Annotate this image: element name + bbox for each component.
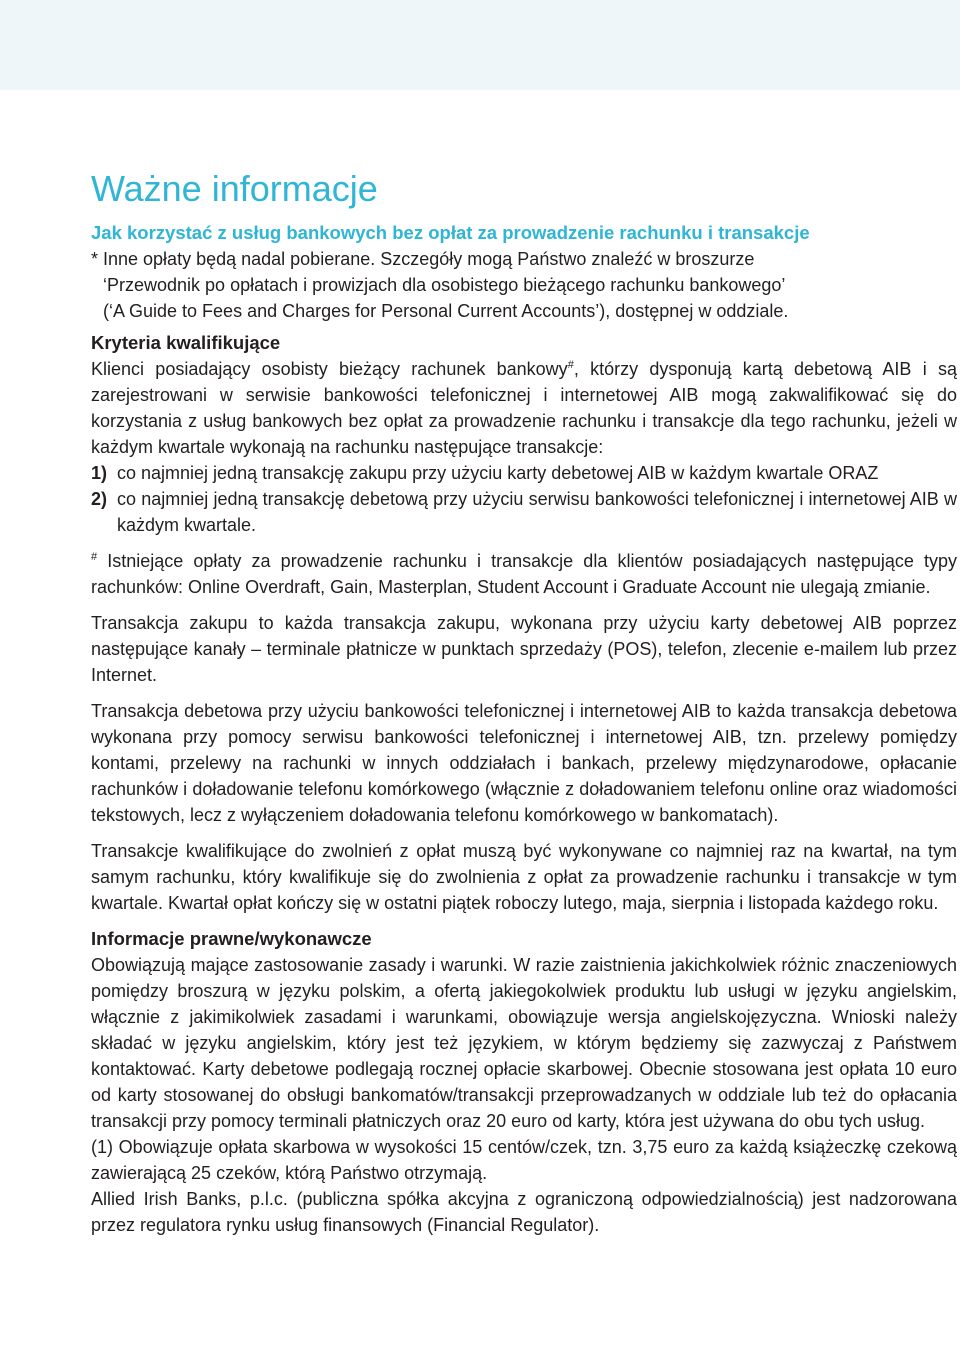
document-page (91, 168, 957, 1238)
criteria-text (91, 356, 957, 460)
debit-paragraph: Transakcja debetowa przy użyciu bankowości telefonicznej i internetowej AIB to każda transakcja debetowa wykonana przy pomocy serwisu bankowości telefonicznej i internetowej AIB, tzn. przelewy pomiędzy kontami, przelewy na rachunki w innych oddziałach i bankach, przelewy międzynarodowe, opłacanie rachunków i doładowanie telefonu komórkowego (włącznie z doładowaniem telefonu online oraz wiadomości tekstowych, lecz z wyłączeniem doładowania telefonu komórkowego w bankomatach). (91, 701, 957, 825)
stamp-duty-text: (1) Obowiązuje opłata skarbowa w wysokości 15 centów/czek, tzn. 3,75 euro za każdą książeczkę czekową zawierającą 25 czeków, którą Państwo otrzymają. (91, 1137, 957, 1183)
criteria-section (91, 330, 957, 538)
criteria-item-2 (91, 486, 957, 538)
intro-line-3: (‘A Guide to Fees and Charges for Personal Current Accounts’), dostępnej w oddziale. (103, 301, 789, 321)
legal-heading: Informacje prawne/wykonawcze (91, 928, 372, 949)
criteria-heading: Kryteria kwalifikujące (91, 332, 281, 353)
criteria-item-1 (91, 460, 957, 486)
footnote-mark: # (91, 551, 98, 563)
top-band (0, 0, 960, 90)
legal-text: Obowiązują mające zastosowanie zasady i warunki. W razie zaistnienia jakichkolwiek różnic znaczeniowych pomiędzy broszurą w języku polskim, a ofertą jakiegokolwiek produktu lub usługi w języku angielskim, włącznie z jakimikolwiek zasadami i warunkami, obowiązuje wersja angielskojęzyczna. Wnioski należy składać w języku angielskim, który jest też językiem, w którym będziemy się zazwyczaj z Państwem kontaktować. Karty debetowe podlegają rocznej opłacie skarbowej. Obecnie stosowana jest opłata 10 euro od karty stosowanej do obsługi bankomatów/transakcji przeprowadzanych w oddziale lub też do opłacania transakcji przy pomocy terminali płatniczych oraz 20 euro od karty, która jest używana do obu tych usług. (91, 955, 957, 1131)
criteria-text-a: Klienci posiadający osobisty bieżący rachunek bankowy (91, 359, 568, 379)
criteria-item-number: 2) (91, 489, 108, 509)
intro-line-2: ‘Przewodnik po opłatach i prowizjach dla osobistego bieżącego rachunku bankowego’ (103, 275, 786, 295)
intro-line-1: * Inne opłaty będą nadal pobierane. Szczegóły mogą Państwo znaleźć w broszurze (91, 249, 755, 269)
footnote-text: Istniejące opłaty za prowadzenie rachunku i transakcje dla klientów posiadających następujące typy rachunków: Online Overdraft, Gain, Masterplan, Student Account i Graduate Account nie ulegają zmianie. (91, 551, 957, 597)
intro-note (91, 246, 957, 324)
regulator-text: Allied Irish Banks, p.l.c. (publiczna spółka akcyjna z ograniczoną odpowiedzialnością) jest nadzorowana przez regulatora rynku usług finansowych (Financial Regulator). (91, 1189, 957, 1235)
page-title: Ważne informacje (91, 168, 378, 209)
criteria-item-text: co najmniej jedną transakcję zakupu przy użyciu karty debetowej AIB w każdym kwartale ORAZ (117, 463, 879, 483)
criteria-item-text: co najmniej jedną transakcję debetową przy użyciu serwisu bankowości telefonicznej i internetowej AIB w każdym kwartale. (117, 489, 957, 535)
criteria-item-number: 1) (91, 463, 108, 483)
legal-section (91, 926, 957, 1238)
criteria-footnote-mark: # (567, 359, 574, 371)
quarterly-paragraph: Transakcje kwalifikujące do zwolnień z opłat muszą być wykonywane co najmniej raz na kwartał, na tym samym rachunku, który kwalifikuje się do zwolnienia z opłat za prowadzenie rachunku i transakcje w tym kwartale. Kwartał opłat kończy się w ostatni piątek roboczy lutego, maja, sierpnia i listopada każdego roku. (91, 841, 957, 913)
page-subtitle: Jak korzystać z usług bankowych bez opłat za prowadzenie rachunku i transakcje (91, 222, 810, 243)
footnote (91, 548, 957, 600)
criteria-text-b: , którzy dysponują kartą debetową AIB i są zarejestrowani w serwisie bankowości telefonicznej i internetowej AIB mogą zakwalifikować się do korzystania z usług bankowych bez opłat za prowadzenie rachunku i transakcje dla tego rachunku, jeżeli w każdym kwartale wykonają na rachunku następujące transakcje: (91, 359, 958, 457)
purchase-paragraph: Transakcja zakupu to każda transakcja zakupu, wykonana przy użyciu karty debetowej AIB poprzez następujące kanały – terminale płatnicze w punktach sprzedaży (POS), telefon, zlecenie e-mailem lub przez Internet. (91, 613, 957, 685)
